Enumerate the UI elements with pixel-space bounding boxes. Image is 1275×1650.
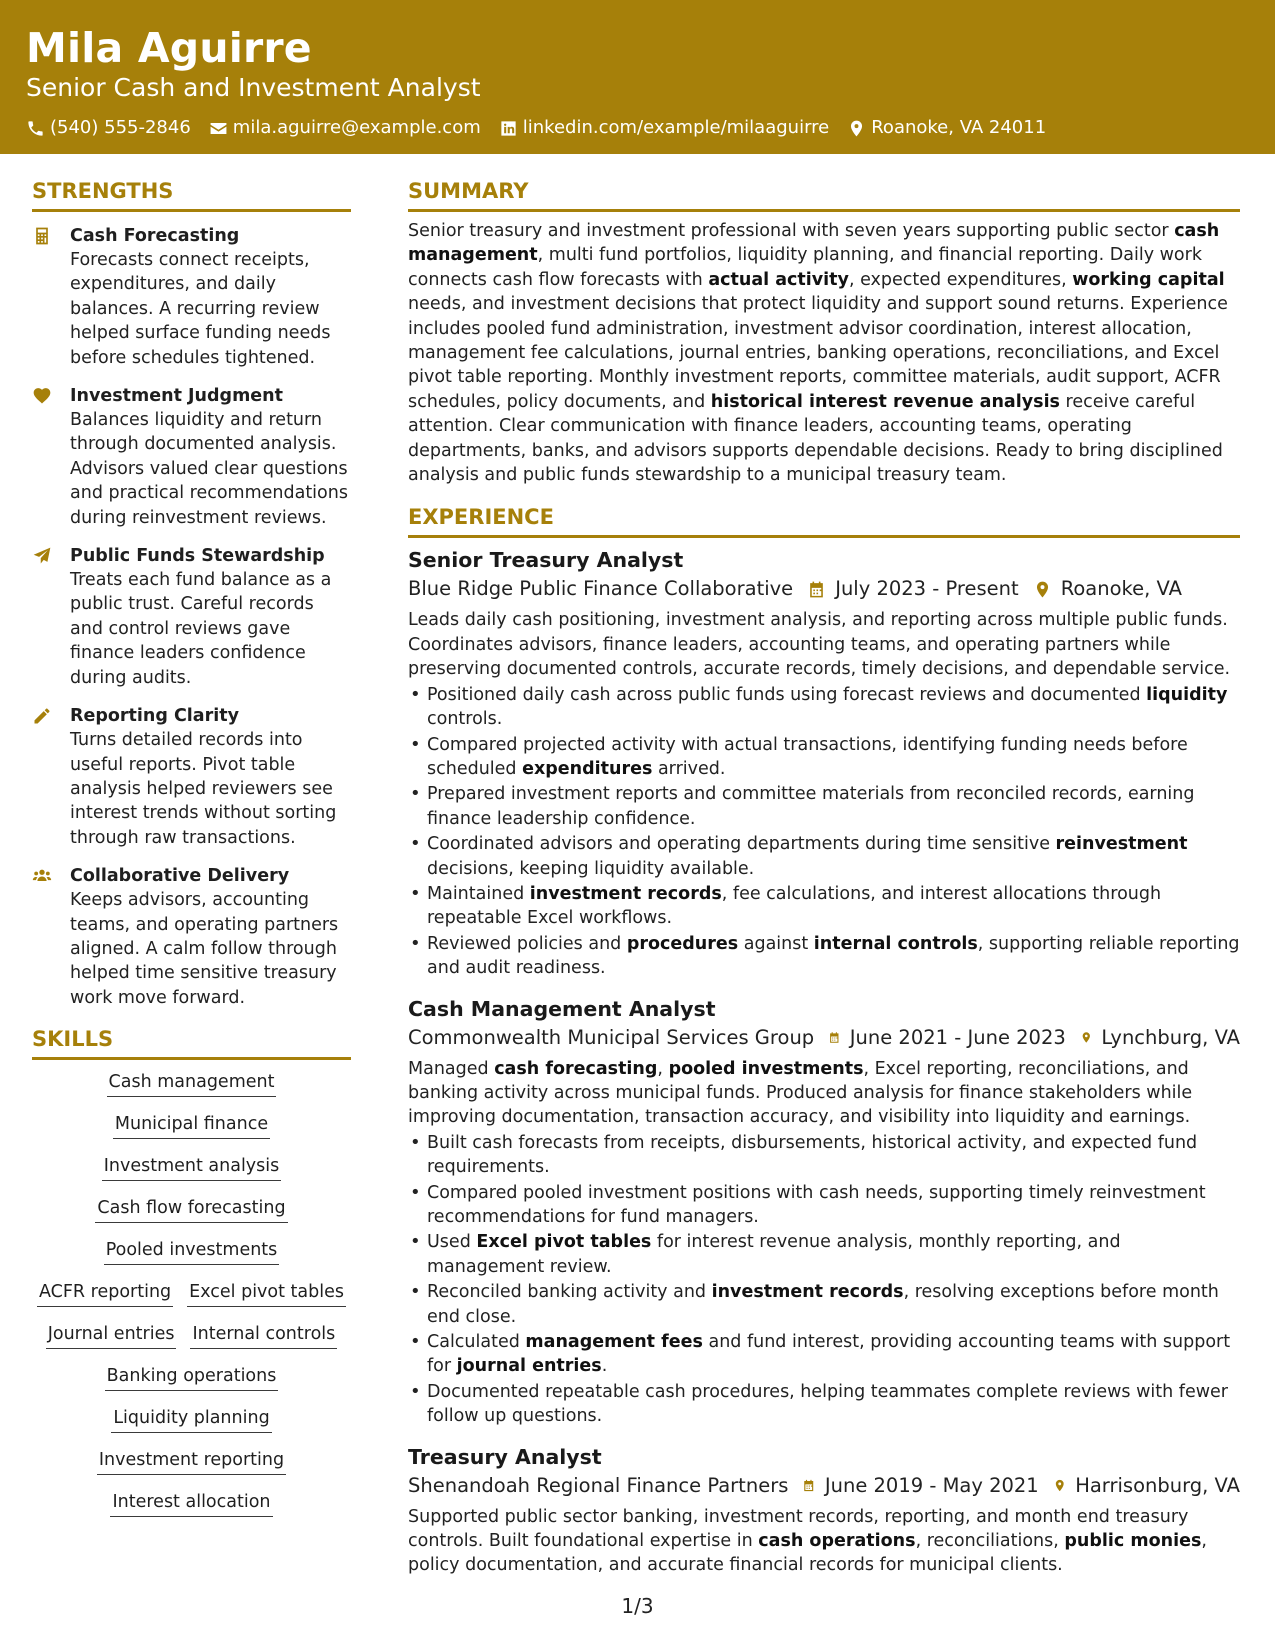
calendar-icon [802,1476,815,1495]
emphasis-text: cash management [408,221,1220,266]
job-bullet [408,782,1240,831]
emphasis-text: management fees [525,1332,703,1353]
body-text: against [738,933,814,954]
body-text: Reviewed policies and [427,933,627,954]
job-description [408,1057,1240,1130]
body-text: decisions, keeping liquidity available. [427,858,755,879]
skill-tag: Cash flow forecasting [95,1196,287,1223]
location-text: Roanoke, VA 24011 [871,117,1047,138]
job-meta [408,574,1240,604]
body-text: Coordinated advisors and operating departments during time sensitive [427,834,1056,855]
emphasis-text: investment records [711,1282,904,1303]
emphasis-text: Excel pivot tables [476,1232,652,1253]
emphasis-text: actual activity [708,269,849,290]
body-text: , [657,1058,669,1079]
body-text: , reconciliations, [915,1531,1065,1552]
job-bullet [408,932,1240,981]
job-bullet [408,1181,1240,1230]
body-text: controls. [427,709,503,730]
job-dates: June 2021 - June 2023 [849,1025,1066,1049]
emphasis-text: historical interest revenue analysis [710,391,1060,412]
emphasis-text: expenditures [522,758,653,779]
skill-tag: Investment analysis [102,1154,282,1181]
skill-tag: Banking operations [105,1364,279,1391]
job-entry [408,546,1240,980]
body-text: , Excel reporting, reconciliations, and banking activity across municipal funds. Produced analysis for finance stakeholders while improving documentation, transaction accuracy, and visibility into liquidity and earnings. [408,1058,1193,1128]
heart-icon [32,386,52,406]
job-meta [408,1471,1240,1501]
page-number: 1/3 [621,1594,654,1618]
body-text: for interest revenue analysis, monthly reporting, and management review. [427,1232,1121,1277]
company-name: Commonwealth Municipal Services Group [408,1025,815,1049]
body-text: Compared projected activity with actual transactions, identifying funding needs before scheduled [427,734,1188,779]
job-location: Roanoke, VA [1060,577,1182,601]
skills-list [32,1070,351,1517]
strength-title: Reporting Clarity [70,706,240,727]
company-name: Shenandoah Regional Finance Partners [408,1473,789,1497]
strength-item [32,864,351,1010]
job-title: Cash Management Analyst [408,996,716,1021]
strength-title: Investment Judgment [70,386,283,407]
strength-title: Public Funds Stewardship [70,546,325,567]
linkedin-icon [499,119,518,138]
strength-title: Collaborative Delivery [70,866,290,887]
phone-text: (540) 555-2846 [50,117,191,138]
skills-heading: SKILLS [32,1024,351,1060]
body-text: Used [427,1232,477,1253]
body-text: Managed [408,1058,495,1079]
body-text: , expected expenditures, [848,269,1073,290]
job-dates: July 2023 - Present [835,577,1019,601]
job-bullets [408,683,1240,981]
job-bullet [408,733,1240,782]
body-text: Compared pooled investment positions with cash needs, supporting timely reinvestment recommendations for fund managers. [427,1182,1206,1227]
strength-description: Turns detailed records into useful reports. Pivot table analysis helped reviewers see interest trends without sorting through raw transactions. [70,730,337,848]
emphasis-text: investment records [529,883,722,904]
job-bullets [408,1131,1240,1429]
email-text: mila.aguirre@example.com [232,117,481,138]
job-bullet [408,683,1240,732]
envelope-icon [209,119,228,138]
body-text: Maintained [427,883,530,904]
contact-phone [26,116,191,140]
body-text: arrived. [652,758,726,779]
body-text: Built cash forecasts from receipts, disbursements, historical activity, and expected fund requirements. [427,1132,1198,1178]
job-bullet [408,1280,1240,1329]
skill-tag: Investment reporting [97,1448,286,1475]
job-dates: June 2019 - May 2021 [824,1473,1039,1497]
job-bullet [408,1380,1240,1429]
job-description [408,1505,1240,1578]
body-text: , policy documentation, and accurate financial records for municipal clients. [408,1531,1207,1576]
contact-location [847,116,1046,140]
job-bullet [408,832,1240,881]
strength-item [32,384,351,530]
strength-item [32,704,351,850]
body-text: Prepared investment reports and committee materials from reconciled records, earning finance leadership confidence. [427,784,1195,829]
job-meta [408,1023,1240,1053]
body-text: Positioned daily cash across public funds using forecast reviews and documented [427,684,1147,705]
job-entry [408,995,1240,1429]
skill-tag: Pooled investments [104,1238,280,1265]
job-location: Harrisonburg, VA [1075,1473,1240,1497]
strengths-list [32,224,351,1010]
candidate-title: Senior Cash and Investment Analyst [26,73,481,102]
body-text: and fund interest, providing accounting teams with support for [427,1332,1231,1377]
map-pin-icon [1080,1028,1093,1047]
body-text: , resolving exceptions before month end close. [427,1282,1219,1327]
skill-tag: Liquidity planning [111,1406,271,1433]
body-text: , fee calculations, and interest allocations through repeatable Excel workflows. [427,883,1162,929]
job-bullet [408,1330,1240,1379]
body-text: needs, and investment decisions that protect liquidity and support sound returns. Experience includes pooled fund administration, investment advisor coordination, interest allocation, management fee calculations, journal entries, banking operations, reconciliations, and Excel pivot table reporting. Monthly investment reports, committee materials, audit support, ACFR schedules, policy documents, and [408,294,1228,412]
body-text: receive careful attention. Clear communication with finance leaders, accounting teams, operating departments, banks, and advisors supports dependable decisions. Ready to bring disciplined analysis and public funds stewardship to a municipal treasury team. [408,391,1223,486]
emphasis-text: liquidity [1146,684,1228,705]
pencil-icon [32,706,52,726]
body-text: , supporting reliable reporting and audit readiness. [427,933,1240,979]
strength-description: Balances liquidity and return through documented analysis. Advisors valued clear questions and practical recommendations during reinvestment reviews. [70,410,348,528]
emphasis-text: working capital [1072,269,1225,290]
contact-bar [26,116,1249,140]
emphasis-text: procedures [626,933,739,954]
calendar-icon [828,1028,841,1047]
emphasis-text: cash operations [758,1531,916,1552]
skill-tag: Interest allocation [110,1490,272,1517]
body-text: . [601,1356,608,1377]
emphasis-text: pooled investments [668,1058,864,1079]
linkedin-text: linkedin.com/example/milaaguirre [522,117,830,138]
map-pin-icon [1053,1476,1066,1495]
body-text: Calculated [427,1332,526,1353]
map-pin-icon [1033,580,1052,599]
skill-tag: Journal entries [46,1322,177,1349]
job-description [408,608,1240,681]
job-entry [408,1443,1240,1578]
strength-description: Forecasts connect receipts, expenditures, and daily balances. A recurring review helped surface funding needs before schedules tightened. [70,250,331,368]
skill-tag: Municipal finance [113,1112,270,1139]
right-column [408,176,1240,1579]
job-bullet [408,1230,1240,1279]
contact-email[interactable] [209,116,481,140]
body-text: Leads daily cash positioning, investment analysis, and reporting across multiple public funds. Coordinates advisors, finance leaders, accounting teams, and operating partners while preserving documented controls, accurate records, timely decisions, and dependable service. [408,610,1231,680]
job-location: Lynchburg, VA [1101,1025,1240,1049]
job-title: Senior Treasury Analyst [408,548,684,573]
experience-heading: EXPERIENCE [408,502,1240,538]
summary-heading: SUMMARY [408,176,1240,212]
users-icon [32,866,52,886]
body-text: , multi fund portfolios, liquidity planning, and financial reporting. Daily work connects cash flow forecasts with [408,245,1202,290]
emphasis-text: reinvestment [1055,834,1188,855]
emphasis-text: public monies [1064,1531,1202,1552]
paper-plane-icon [32,546,52,566]
body-text: Reconciled banking activity and [427,1282,712,1303]
strength-item [32,224,351,370]
emphasis-text: journal entries [456,1356,602,1377]
body-text: Supported public sector banking, investment records, reporting, and month end treasury controls. Built foundational expertise in [408,1506,1189,1552]
strength-description: Keeps advisors, accounting teams, and operating partners aligned. A calm follow through helped time sensitive treasury work move forward. [70,890,339,1008]
contact-linkedin[interactable] [499,116,829,140]
job-bullet [408,882,1240,931]
phone-icon [26,119,45,138]
emphasis-text: cash forecasting [494,1058,658,1079]
strength-item [32,544,351,690]
strengths-heading: STRENGTHS [32,176,351,212]
body-text: Documented repeatable cash procedures, helping teammates complete reviews with fewer follow up questions. [427,1381,1228,1427]
body-text: Senior treasury and investment professional with seven years supporting public sector [408,221,1175,241]
skill-tag: Excel pivot tables [187,1280,346,1307]
strength-description: Treats each fund balance as a public trust. Careful records and control reviews gave finance leaders confidence during audits. [70,570,332,688]
resume-header [0,0,1275,154]
job-title: Treasury Analyst [408,1444,602,1469]
skill-tag: Cash management [107,1070,277,1097]
skill-tag: ACFR reporting [37,1280,173,1307]
calculator-icon [32,226,52,246]
job-bullet [408,1131,1240,1180]
strength-title: Cash Forecasting [70,226,240,246]
candidate-name: Mila Aguirre [26,24,312,72]
left-column [32,176,351,1532]
calendar-icon [807,580,826,599]
skill-tag: Internal controls [190,1322,337,1349]
company-name: Blue Ridge Public Finance Collaborative [408,577,794,601]
summary-text [408,219,1240,487]
map-pin-icon [847,119,866,138]
emphasis-text: internal controls [813,933,978,954]
